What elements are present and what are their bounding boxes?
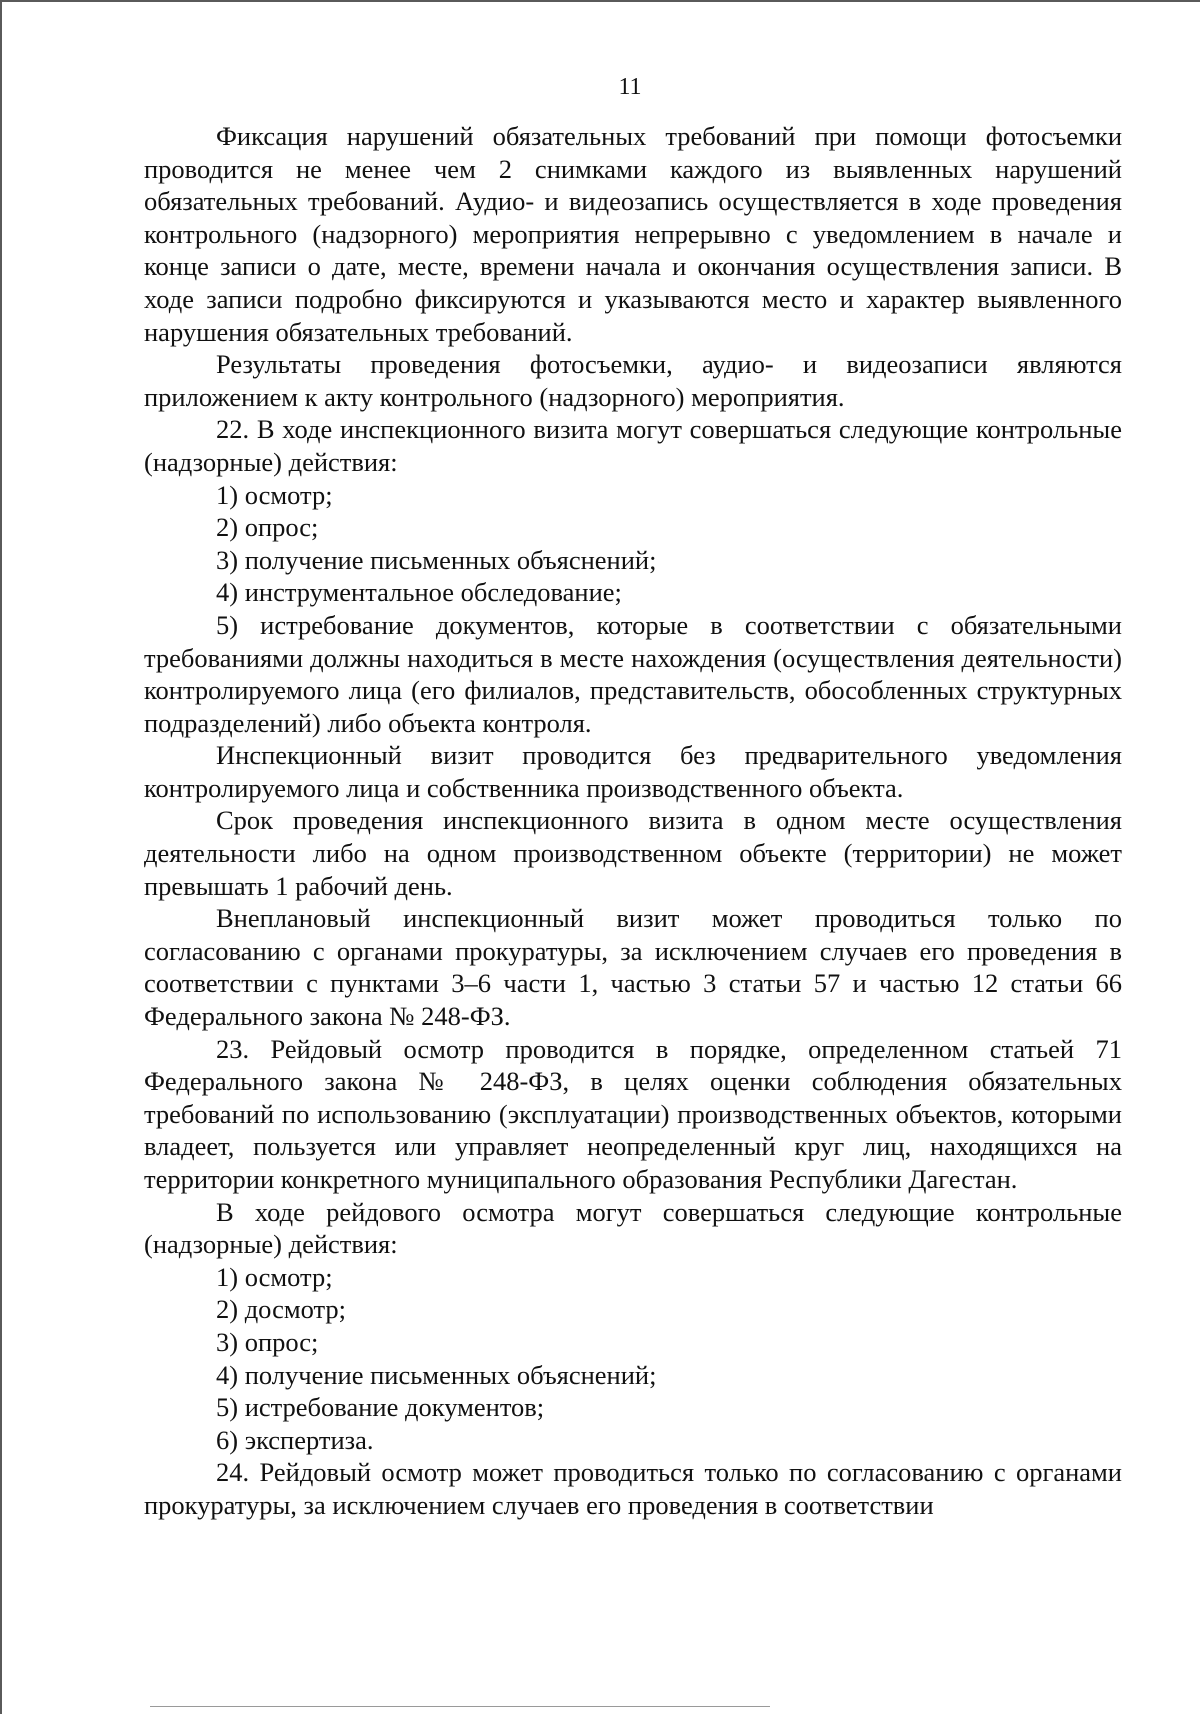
list-item: 5) истребование документов;	[216, 1392, 545, 1423]
list-item: 6) экспертиза.	[216, 1424, 374, 1455]
list-item: 3) получение письменных объяснений;	[216, 544, 657, 575]
paragraph-22: 22. В ходе инспекционного визита могут совершаться следующие контрольные (надзорные) действия:	[144, 414, 1122, 477]
scan-edge-left	[0, 0, 2, 1714]
list-item: 2) опрос;	[216, 512, 319, 543]
paragraph-24: 24. Рейдовый осмотр может проводиться только по согласованию с органами прокуратуры, за исключением случаев его проведения в соответствии	[144, 1457, 1122, 1520]
paragraph-23: 23. Рейдовый осмотр проводится в порядке, определенном статьей 71 Федерального закона № 248-ФЗ, в целях оценки соблюдения обязательных требований по использованию (эксплуатации) производственных объектов, которыми владеет, пользуется или управляет неопределенный круг лиц, находящихся на территории конкретного муниципального образования Республики Дагестан.	[144, 1033, 1122, 1194]
scan-edge-bottom	[150, 1706, 770, 1707]
paragraph-duration: Срок проведения инспекционного визита в одном месте осуществления деятельности либо на одном производственном объекте (территории) не может превышать 1 рабочий день.	[144, 805, 1122, 901]
paragraph-no-notice: Инспекционный визит проводится без предварительного уведомления контролируемого лица и собственника производственного объекта.	[144, 740, 1122, 803]
list-item: 1) осмотр;	[216, 1261, 333, 1292]
list-item: 4) получение письменных объяснений;	[216, 1359, 657, 1390]
page-number: 11	[618, 74, 642, 100]
paragraph-photo-fixation: Фиксация нарушений обязательных требований при помощи фотосъемки проводится не менее чем 2 снимками каждого из выявленных нарушений обязательных требований. Аудио- и видеозапись осуществляется в ходе проведения контрольного (надзорного) мероприятия непрерывно с уведомлением в начале и конце записи о дате, месте, времени начала и окончания осуществления записи. В ходе записи подробно фиксируются и указываются место и характер выявленного нарушения обязательных требований.	[144, 121, 1122, 347]
paragraph-raid-actions: В ходе рейдового осмотра могут совершаться следующие контрольные (надзорные) действия:	[144, 1196, 1122, 1260]
list-item: 3) опрос;	[216, 1326, 319, 1357]
list-item-documents: 5) истребование документов, которые в соответствии с обязательными требованиями должны находиться в месте нахождения (осуществления деятельности) контролируемого лица (его филиалов, представительств, обособленных структурных подразделений) либо объекта контроля.	[144, 609, 1122, 738]
document-body	[144, 120, 1122, 1522]
paragraph-unscheduled: Внеплановый инспекционный визит может проводиться только по согласованию с органами прокуратуры, за исключением случаев его проведения в соответствии с пунктами 3–6 части 1, частью 3 статьи 57 и частью 12 статьи 66 Федерального закона № 248-ФЗ.	[144, 903, 1122, 1032]
list-item: 2) досмотр;	[216, 1294, 347, 1325]
scan-edge-top	[0, 0, 1200, 2]
paragraph-results: Результаты проведения фотосъемки, аудио- и видеозаписи являются приложением к акту контрольного (надзорного) мероприятия.	[144, 349, 1122, 412]
list-item: 4) инструментальное обследование;	[216, 577, 622, 608]
list-item: 1) осмотр;	[216, 479, 333, 510]
